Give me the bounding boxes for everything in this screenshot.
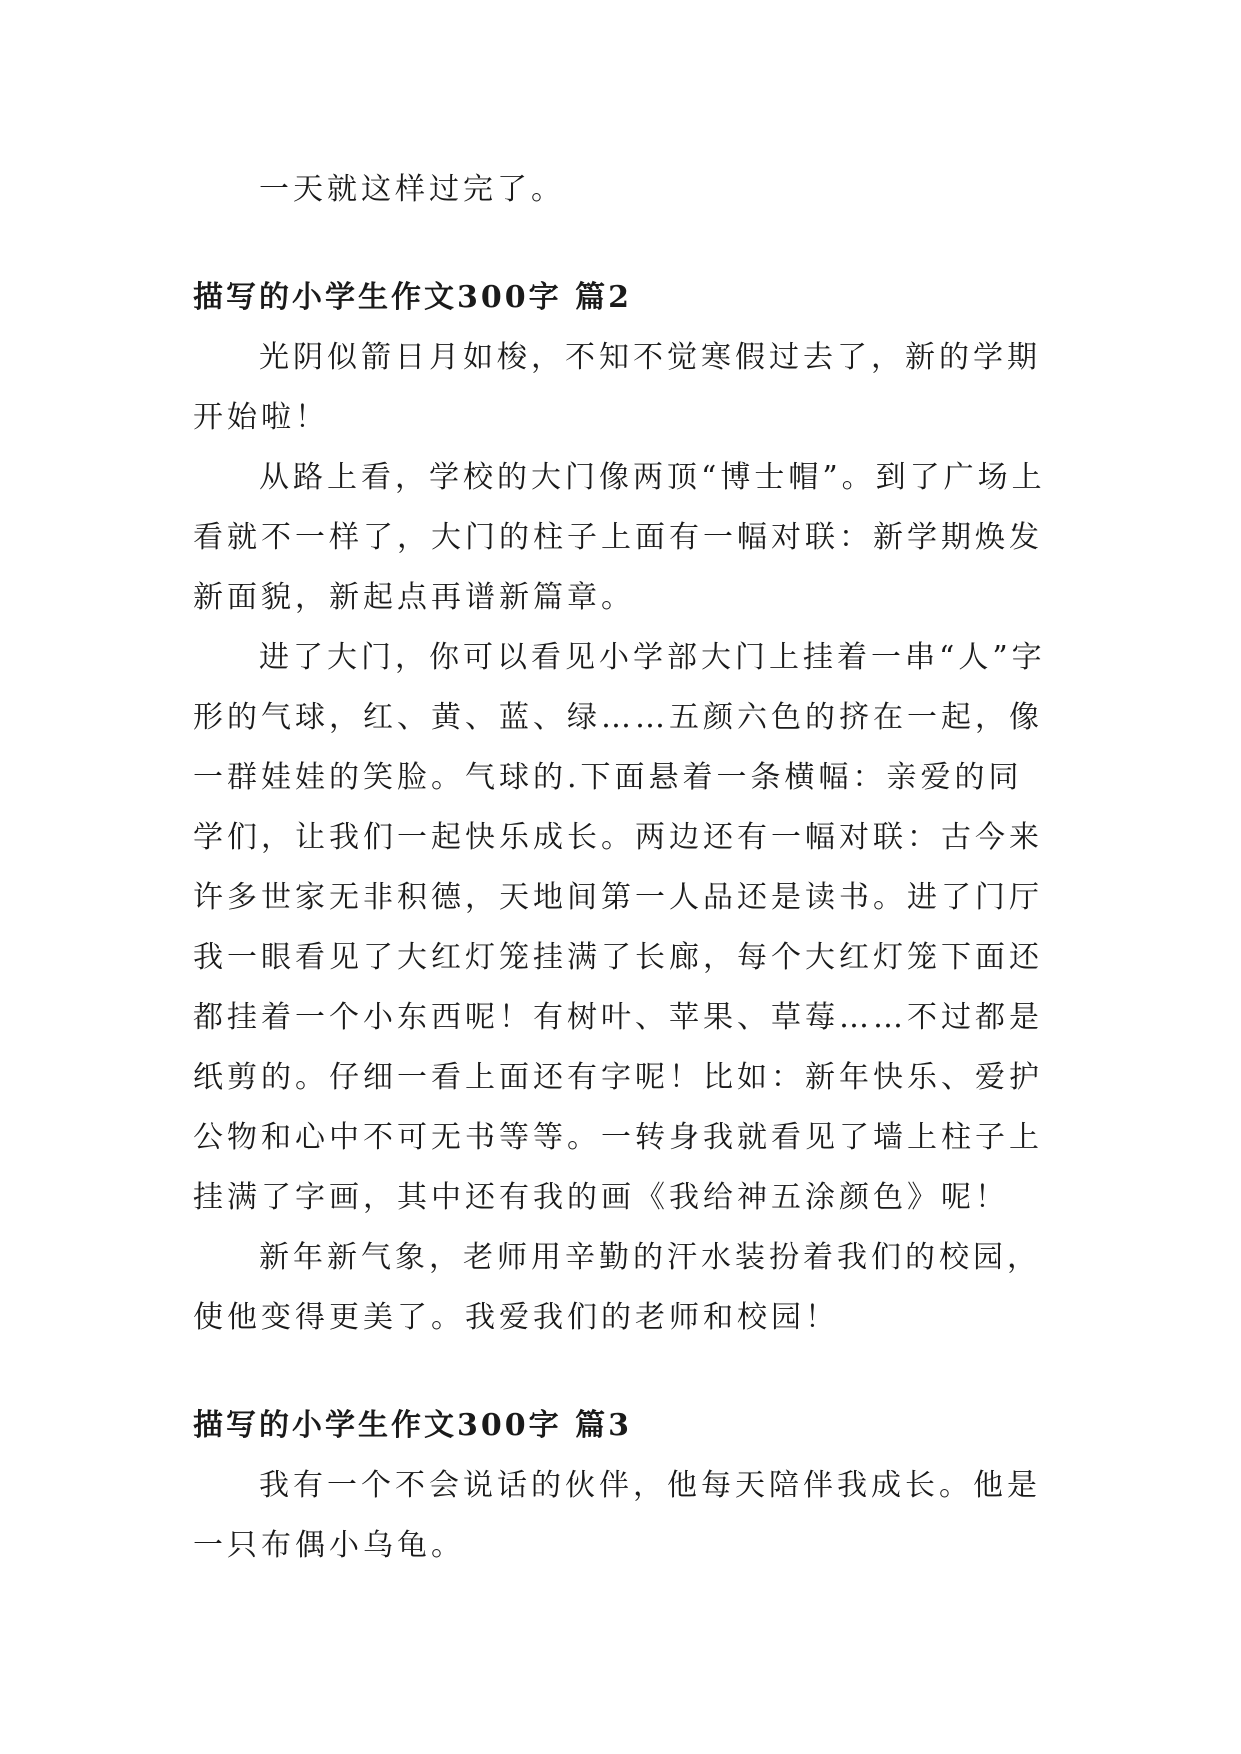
section-2-heading: 描写的小学生作文300字 篇2	[193, 280, 632, 315]
section-2-paragraph-1: 光阴似箭日月如梭，不知不觉寒假过去了，新的学期开始啦！	[193, 340, 1041, 435]
section-gap	[193, 1348, 1053, 1396]
section-2-paragraph-3: 进了大门，你可以看见小学部大门上挂着一串“人”字形的气球，红、黄、蓝、绿……五颜六色的挤在一起，像一群娃娃的笑脸。气球的.下面悬着一条横幅：亲爱的同学们，让我们一起快乐成长。两边还有一幅对联：古今来许多世家无非积德，天地间第一人品还是读书。进了门厅我一眼看见了大红灯笼挂满了长廊，每个大红灯笼下面还都挂着一个小东西呢！有树叶、苹果、草莓……不过都是纸剪的。仔细一看上面还有字呢！比如：新年快乐、爱护公物和心中不可无书等等。一转身我就看见了墙上柱子上挂满了字画，其中还有我的画《我给神五涂颜色》呢！	[193, 640, 1046, 1215]
document-page	[193, 160, 1053, 1576]
section-3-paragraph-1: 我有一个不会说话的伙伴，他每天陪伴我成长。他是一只布偶小乌龟。	[193, 1468, 1041, 1563]
intro-end-paragraph: 一天就这样过完了。	[259, 172, 565, 207]
section-2-paragraph-4: 新年新气象，老师用辛勤的汗水装扮着我们的校园，使他变得更美了。我爱我们的老师和校园！	[193, 1240, 1041, 1335]
section-3-heading: 描写的小学生作文300字 篇3	[193, 1408, 632, 1443]
section-2-paragraph-2: 从路上看，学校的大门像两顶“博士帽”。到了广场上看就不一样了，大门的柱子上面有一幅对联：新学期焕发新面貌，新起点再谱新篇章。	[193, 460, 1046, 615]
section-gap	[193, 220, 1053, 268]
